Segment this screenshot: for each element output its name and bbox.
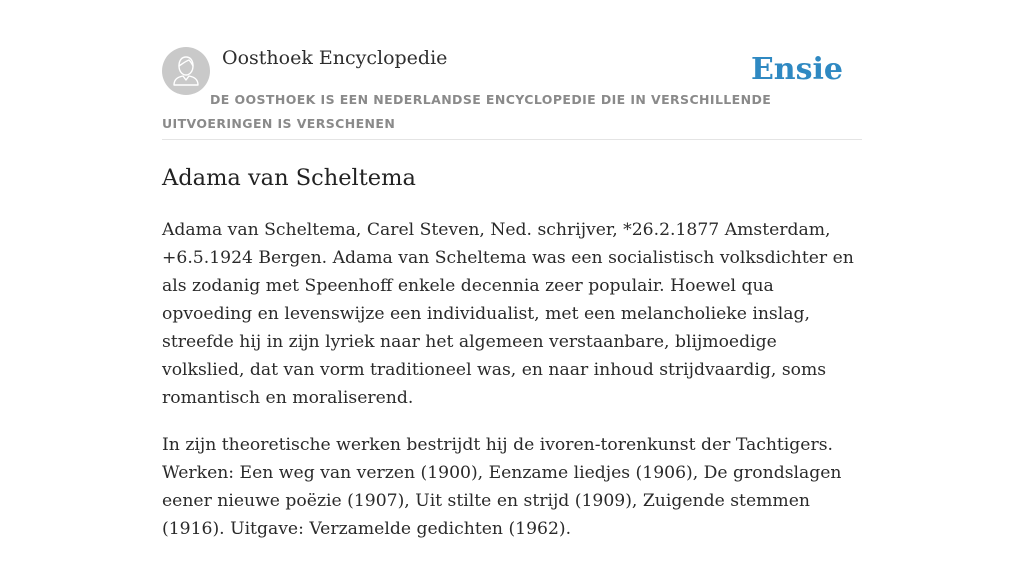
ensie-logo[interactable]: Ensie	[750, 52, 843, 87]
site-header	[162, 44, 862, 140]
article-paragraph: Adama van Scheltema, Carel Steven, Ned. schrijver, *26.2.1877 Amsterdam, +6.5.1924 Bergen. Adama van Scheltema was een socialistisch volksdichter en als zodanig met Speenhoff enkele decennia zeer populair. Hoewel qua opvoeding en levenswijze een individualist, met een melancholieke inslag, streefde hij in zijn lyriek naar het algemeen verstaanbare, blijmoedige volkslied, dat van vorm traditioneel was, en naar inhoud strijdvaardig, soms romantisch en moraliserend.	[162, 220, 854, 408]
site-name[interactable]: Oosthoek Encyclopedie	[222, 47, 448, 69]
article-paragraph: In zijn theoretische werken bestrijdt hij de ivoren-torenkunst der Tachtigers. Werken: Een weg van verzen (1900), Eenzame liedjes (1906), De grondslagen eener nieuwe poëzie (1907), Uit stilte en strijd (1909), Zuigende stemmen (1916). Uitgave: Verzamelde gedichten (1962).	[162, 435, 842, 539]
article-title: Adama van Scheltema	[162, 165, 416, 191]
article-body	[162, 216, 862, 562]
site-tagline: DE OOSTHOEK IS EEN NEDERLANDSE ENCYCLOPEDIE DIE IN VERSCHILLENDE UITVOERINGEN IS VERSCHENEN	[162, 92, 772, 131]
